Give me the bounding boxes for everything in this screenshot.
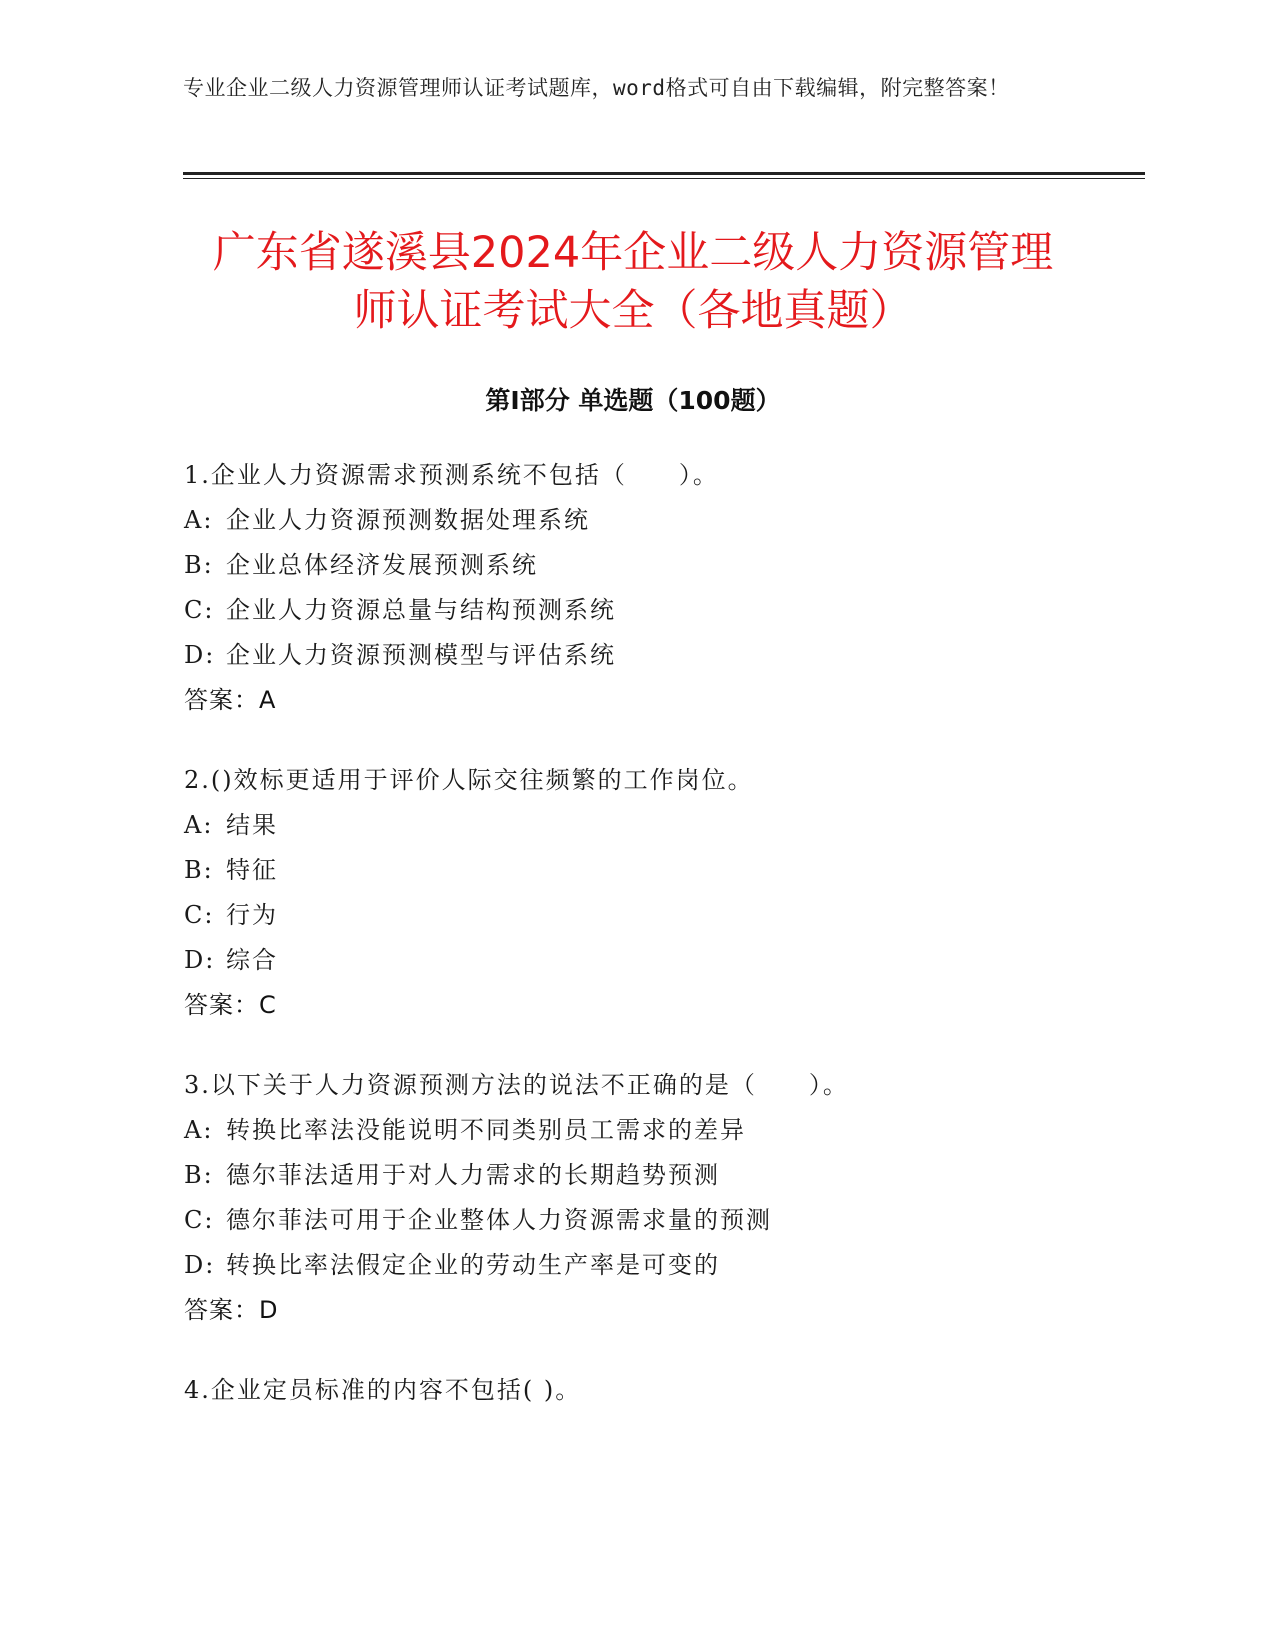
header-note: 专业企业二级人力资源管理师认证考试题库，word格式可自由下载编辑，附完整答案！	[183, 76, 1010, 100]
option-text: 转换比率法没能说明不同类别员工需求的差异	[226, 1116, 746, 1144]
option-key: C:	[184, 596, 215, 624]
option-key: D:	[184, 946, 216, 974]
option-d	[184, 633, 1084, 678]
option-a	[184, 498, 1084, 543]
answer-line: 答案：C	[184, 991, 277, 1019]
option-b	[184, 1153, 1084, 1198]
answer-line: 答案：A	[184, 686, 277, 714]
question-4	[184, 1368, 1084, 1413]
option-text: 企业人力资源预测模型与评估系统	[226, 641, 616, 669]
document-title	[183, 224, 1083, 340]
option-key: D:	[184, 1251, 216, 1279]
option-b	[184, 848, 1084, 893]
option-d	[184, 1243, 1084, 1288]
question-stem: 4.企业定员标准的内容不包括( )。	[184, 1376, 582, 1404]
section-title: 第Ⅰ部分 单选题（100题）	[485, 386, 781, 415]
option-text: 结果	[226, 811, 278, 839]
option-text: 综合	[226, 946, 278, 974]
option-key: B:	[184, 856, 214, 884]
question-2	[184, 758, 1084, 1028]
answer-line: 答案：D	[184, 1296, 279, 1324]
option-text: 特征	[226, 856, 278, 884]
option-c	[184, 1198, 1084, 1243]
option-text: 行为	[226, 901, 278, 929]
option-a	[184, 803, 1084, 848]
option-text: 企业人力资源总量与结构预测系统	[226, 596, 616, 624]
question-stem: 3.以下关于人力资源预测方法的说法不正确的是（ ）。	[184, 1071, 849, 1099]
header-divider-thin	[183, 178, 1145, 179]
option-c	[184, 893, 1084, 938]
document-title-line-2: 师认证考试大全（各地真题）	[353, 286, 913, 336]
question-3	[184, 1063, 1084, 1333]
option-key: A:	[184, 1116, 214, 1144]
header-divider-thick	[183, 172, 1145, 175]
option-key: D:	[184, 641, 216, 669]
option-key: A:	[184, 506, 214, 534]
option-text: 德尔菲法适用于对人力需求的长期趋势预测	[226, 1161, 720, 1189]
question-stem: 1.企业人力资源需求预测系统不包括（ ）。	[184, 461, 719, 489]
question-1	[184, 453, 1084, 723]
option-key: A:	[184, 811, 214, 839]
option-key: B:	[184, 1161, 214, 1189]
option-c	[184, 588, 1084, 633]
option-text: 企业总体经济发展预测系统	[226, 551, 538, 579]
question-stem: 2.()效标更适用于评价人际交往频繁的工作岗位。	[184, 766, 754, 794]
option-d	[184, 938, 1084, 983]
option-text: 德尔菲法可用于企业整体人力资源需求量的预测	[226, 1206, 772, 1234]
document-title-line-1: 广东省遂溪县2024年企业二级人力资源管理	[212, 228, 1054, 278]
option-text: 转换比率法假定企业的劳动生产率是可变的	[226, 1251, 720, 1279]
option-a	[184, 1108, 1084, 1153]
option-key: C:	[184, 901, 215, 929]
option-b	[184, 543, 1084, 588]
option-key: C:	[184, 1206, 215, 1234]
option-key: B:	[184, 551, 214, 579]
option-text: 企业人力资源预测数据处理系统	[226, 506, 590, 534]
